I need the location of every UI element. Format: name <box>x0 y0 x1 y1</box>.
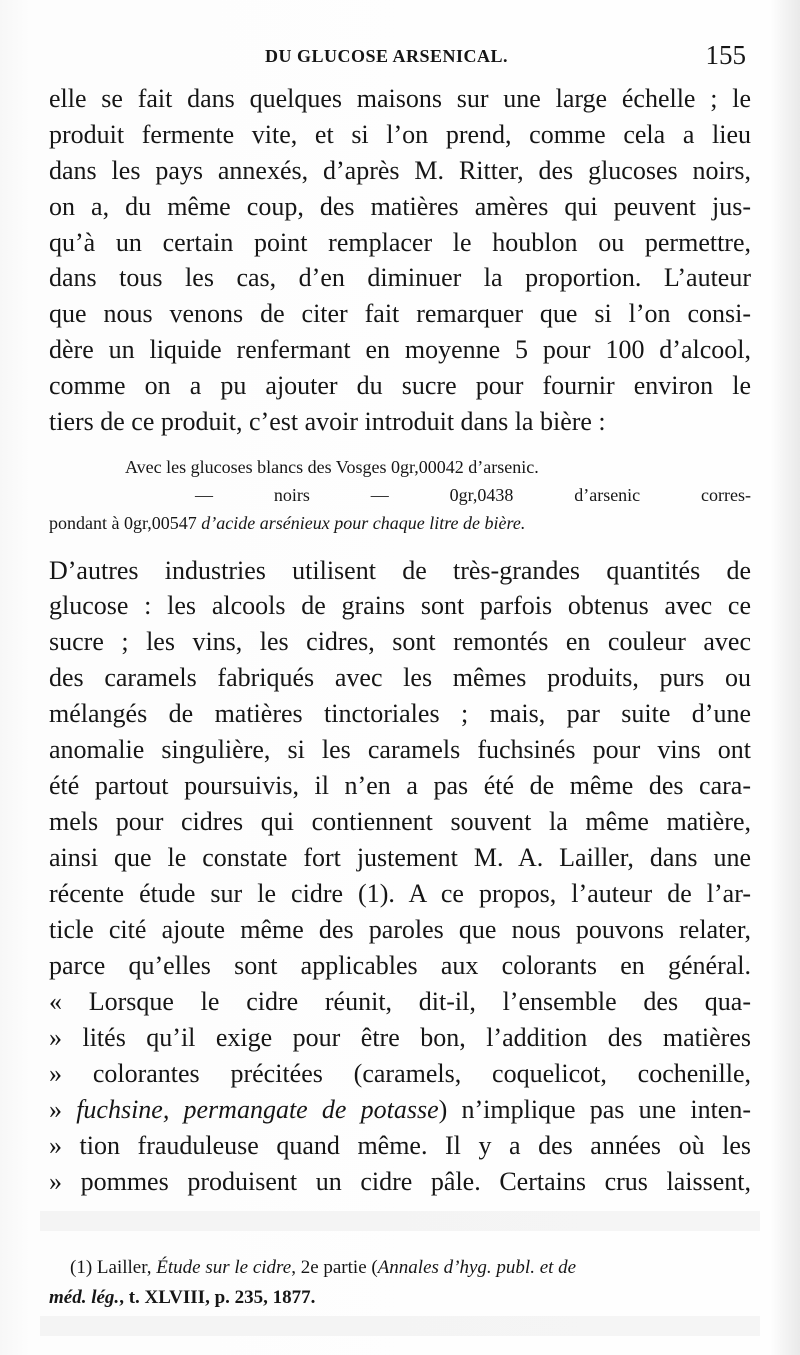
text-line: dans tous les cas, d’en diminuer la proportion. L’auteur <box>49 263 751 292</box>
page-number: 155 <box>705 40 746 70</box>
text-line: « Lorsque le cidre réunit, dit-il, l’ensemble des qua- <box>49 987 751 1016</box>
running-title: DU GLUCOSE ARSENICAL. <box>265 46 509 66</box>
text-line-mixed <box>49 1095 751 1125</box>
text-line: récente étude sur le cidre (1). A ce propos, l’auteur de l’ar- <box>49 879 751 908</box>
text: » <box>49 1095 77 1124</box>
text-line: tiers de ce produit, c’est avoir introduit dans la bière : <box>49 407 606 436</box>
text-line: sucre ; les vins, les cidres, sont remontés en couleur avec <box>49 627 751 656</box>
text-line: été partout poursuivis, il n’en a pas été de même des cara- <box>49 771 751 800</box>
text-line: anomalie singulière, si les caramels fuchsinés pour vins ont <box>49 735 751 764</box>
text: , t. XLVIII, p. 235, 1877. <box>119 1287 316 1308</box>
text-line: mélangés de matières tinctoriales ; mais, par suite d’une <box>49 699 751 728</box>
text-line: parce qu’elles sont applicables aux colorants en général. <box>49 951 751 980</box>
text-line: dère un liquide renfermant en moyenne 5 pour 100 d’alcool, <box>49 335 751 364</box>
italic-text: fuchsine, permangate de potasse <box>76 1095 439 1124</box>
text-line: ticle cité ajoute même des paroles que nous pouvons relater, <box>49 915 751 944</box>
text-line: mels pour cidres qui contiennent souvent la même matière, <box>49 807 751 836</box>
text-line: on a, du même coup, des matières amères qui peuvent jus- <box>49 192 751 221</box>
text-line: » tion frauduleuse quand même. Il y a des années où les <box>49 1131 751 1160</box>
italic-text: Annales d’hyg. publ. et de <box>377 1257 577 1278</box>
page-header <box>50 40 750 74</box>
text-line: dans les pays annexés, d’après M. Ritter, des glucoses noirs, <box>49 156 751 185</box>
quote-italic-text: d’acide arsénieux pour chaque litre de bière. <box>201 513 526 533</box>
text-line: D’autres industries utilisent de très-grandes quantités de <box>49 556 751 585</box>
italic-text: Étude sur le cidre <box>156 1257 292 1278</box>
bleed-through <box>40 1211 760 1231</box>
footnote-line <box>70 1255 751 1281</box>
italic-text: méd. lég. <box>49 1287 120 1308</box>
text-line: » pommes produisent un cidre pâle. Certains crus laissent, <box>49 1167 751 1196</box>
footnote-line <box>49 1285 751 1311</box>
text-line: des caramels fabriqués avec les mêmes produits, purs ou <box>49 663 751 692</box>
text-line: comme on a pu ajouter du sucre pour fournir environ le <box>49 371 751 400</box>
text-line: qu’à un certain point remplacer le houblon ou permettre, <box>49 228 751 257</box>
text-line: que nous venons de citer fait remarquer que si l’on consi- <box>49 299 751 328</box>
quote-line: Avec les glucoses blancs des Vosges 0gr,00042 d’arsenic. <box>125 457 539 477</box>
text-line: elle se fait dans quelques maisons sur une large échelle ; le <box>49 84 751 113</box>
text-line: produit fermente vite, et si l’on prend, comme cela a lieu <box>49 120 751 149</box>
text-line: ainsi que le constate fort justement M. A. Lailler, dans une <box>49 843 751 872</box>
text-line: » colorantes précitées (caramels, coquelicot, cochenille, <box>49 1059 751 1088</box>
text-line: glucose : les alcools de grains sont parfois obtenus avec ce <box>49 591 751 620</box>
text: ) n’implique pas une inten- <box>438 1095 751 1124</box>
text-line: » lités qu’il exige pour être bon, l’addition des matières <box>49 1023 751 1052</box>
quote-text: pondant à 0gr,00547 <box>49 513 202 533</box>
quote-line-3 <box>49 512 751 534</box>
bleed-through <box>40 1316 760 1336</box>
quote-line: — noirs — 0gr,0438 d’arsenic corres- <box>195 485 751 505</box>
text: , 2e partie ( <box>291 1257 378 1278</box>
text: (1) Lailler, <box>70 1257 157 1278</box>
